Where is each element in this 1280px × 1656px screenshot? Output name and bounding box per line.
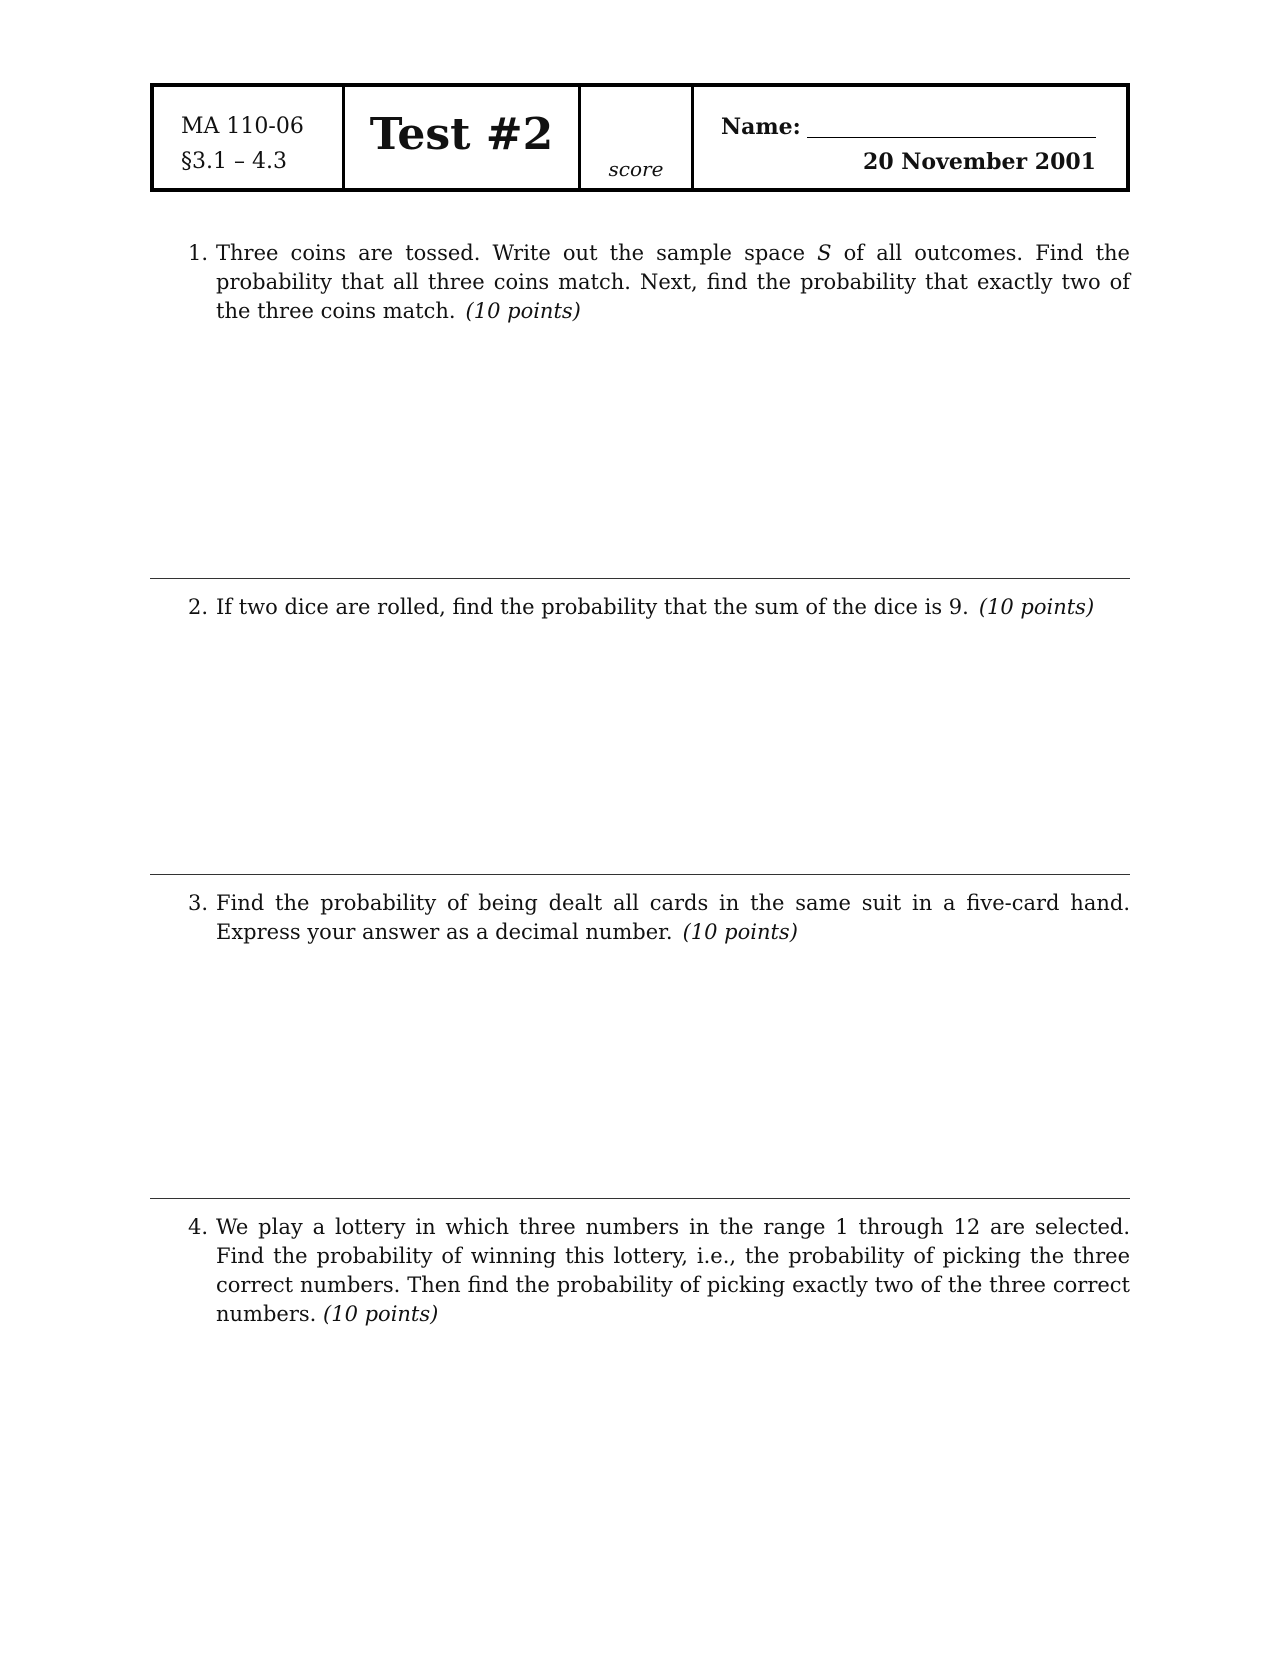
course-code: MA 110-06 [181, 114, 304, 139]
question-number: 1. [187, 241, 208, 265]
question-number: 2. [187, 595, 208, 619]
question-text-part: We play a lottery in which three numbers in the range 1 through 12 are selected. Find the probability of winning this lottery, i.e., the probability of picking the three correct numbers. Then find the probability of picking exactly two of the three correct numbers. [216, 1215, 1130, 1326]
course-sections: §3.1 – 4.3 [181, 149, 287, 174]
question-text [208, 1213, 1130, 1329]
page-title: Test #2 [369, 109, 554, 160]
question-text [208, 239, 1130, 326]
name-blank-line [807, 137, 1096, 138]
question-points: (10 points) [323, 1302, 439, 1326]
question-text-part: Three coins are tossed. Write out the sample space [216, 241, 818, 265]
question-2 [175, 593, 1130, 622]
score-label: score [608, 157, 664, 181]
section-divider [150, 578, 1130, 579]
score-cell [578, 87, 691, 188]
title-cell [342, 87, 578, 188]
name-row [721, 114, 1096, 144]
question-text-part: Find the probability of being dealt all cards in the same suit in a five-card hand. Express your answer as a decimal number. [216, 891, 1130, 944]
question-points: (10 points) [682, 920, 798, 944]
test-date: 20 November 2001 [863, 149, 1096, 175]
section-divider [150, 1198, 1130, 1199]
sample-space-variable: S [817, 241, 832, 265]
question-3 [175, 889, 1130, 947]
question-text [208, 889, 1130, 947]
question-text-part: If two dice are rolled, find the probability that the sum of the dice is 9. [216, 595, 969, 619]
question-number: 4. [187, 1215, 208, 1239]
question-1 [175, 239, 1130, 326]
question-points: (10 points) [465, 299, 581, 323]
course-info-cell [154, 87, 342, 188]
section-divider [150, 874, 1130, 875]
test-header [150, 83, 1130, 192]
name-label: Name: [721, 114, 801, 140]
question-number: 3. [187, 891, 208, 915]
question-text-part: of all outcomes. Find the probability that all three coins match. Next, find the probability that exactly two of the three coins match. [216, 241, 1130, 323]
question-4 [175, 1213, 1130, 1329]
question-points: (10 points) [978, 595, 1095, 619]
name-date-cell [691, 87, 1126, 188]
question-text [208, 593, 1130, 622]
